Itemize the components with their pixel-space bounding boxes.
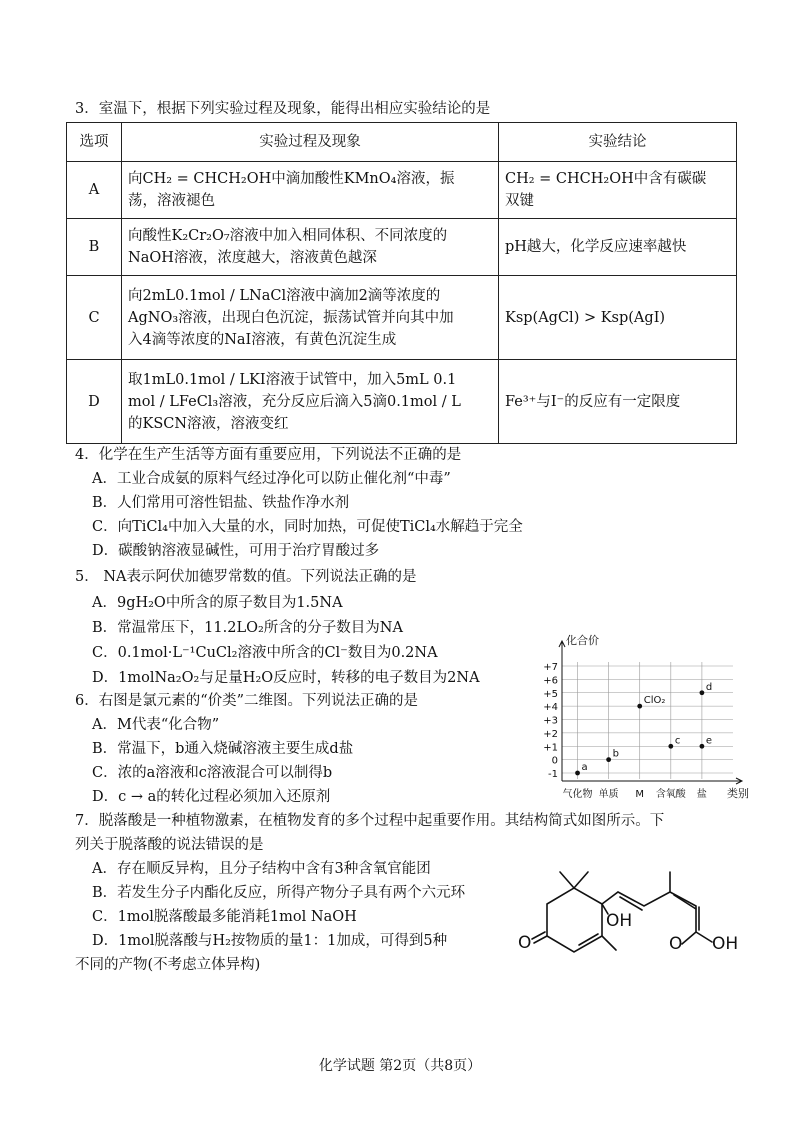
- q4-option-d: D．碳酸钠溶液显碱性，可用于治疗胃酸过多: [92, 543, 380, 559]
- q4-option-a: A．工业合成氨的原料气经过净化可以防止催化剂“中毒”: [92, 471, 451, 487]
- y-tick-label: +7: [543, 662, 558, 673]
- row-option: B: [67, 219, 122, 276]
- process-line: 的KSCN溶液，溶液变红: [128, 415, 289, 432]
- q5-option-c: C．0.1mol·L⁻¹CuCl₂溶液中所含的Cl⁻数目为0.2NA: [92, 645, 438, 661]
- q7-option-d: D．1mol脱落酸与H₂按物质的量1：1加成，可得到5种: [92, 933, 448, 949]
- row-option: D: [67, 360, 122, 444]
- header-process: 实验过程及现象: [122, 123, 499, 162]
- y-tick-label: -1: [548, 769, 558, 780]
- data-point: [637, 704, 642, 709]
- table-row: [67, 360, 737, 444]
- q4-option-c: C．向TiCl₄中加入大量的水，同时加热，可促使TiCl₄水解趋于完全: [92, 519, 523, 535]
- page-footer: 化学试题 第2页（共8页）: [318, 1058, 482, 1074]
- q7-stem-line2: 列关于脱落酸的说法错误的是: [75, 837, 264, 853]
- q6-option-d: D．c → a的转化过程必须加入还原剂: [92, 789, 331, 805]
- table-row: [67, 162, 737, 219]
- chart-y-label: 化合价: [566, 634, 599, 647]
- row-conclusion: [499, 162, 737, 219]
- x-tick-label: 含氧酸: [655, 789, 686, 800]
- q4-option-b: B．人们常用可溶性铝盐、铁盐作净水剂: [92, 495, 350, 511]
- x-tick-label: 气化物: [562, 789, 593, 800]
- y-tick-label: +2: [543, 728, 558, 740]
- y-tick-label: +4: [543, 702, 558, 714]
- chart-x-ticks: [563, 787, 707, 800]
- data-point-label: b: [612, 748, 619, 760]
- chart-points: [575, 682, 712, 776]
- table-header-row: [67, 123, 737, 162]
- y-tick-label: +5: [543, 688, 558, 700]
- conclusion-line: Ksp(AgCl) > Ksp(AgI): [505, 309, 666, 326]
- q6-stem: 6．右图是氯元素的“价类”二维图。下列说法正确的是: [75, 693, 419, 709]
- process-line: 向酸性K₂Cr₂O₇溶液中加入相同体积、不同浓度的: [128, 228, 448, 244]
- acid-o-label: O: [669, 934, 683, 954]
- row-process: [122, 219, 499, 276]
- row-option: C: [67, 276, 122, 360]
- ketone-o-label: O: [518, 933, 532, 953]
- q7-option-d-continued: 不同的产物(不考虑立体异构): [75, 957, 261, 973]
- abscisic-acid-structure: [512, 852, 752, 958]
- y-tick-label: 0: [551, 755, 558, 767]
- ring-bonds: [547, 888, 602, 952]
- process-line: mol / LFeCl₃溶液，充分反应后滴入5滴0.1mol / L: [128, 393, 461, 410]
- x-tick-label: 单质: [598, 789, 619, 800]
- q6-option-b: B．常温下，b通入烧碱溶液主要生成d盐: [92, 741, 354, 757]
- q7-option-a: A．存在顺反异构，且分子结构中含有3种含氧官能团: [92, 861, 431, 877]
- chart-y-ticks: [543, 662, 558, 780]
- row-process: [122, 276, 499, 360]
- data-point-label: ClO₂: [643, 695, 666, 707]
- q7-stem-line1: 7．脱落酸是一种植物激素，在植物发育的多个过程中起重要作用。其结构简式如图所示。下: [75, 813, 665, 829]
- row-conclusion: [499, 276, 737, 360]
- q5-stem: 5． NA表示阿伏加德罗常数的值。下列说法正确的是: [75, 569, 417, 585]
- data-point: [575, 771, 580, 776]
- data-point: [700, 744, 705, 749]
- process-line: NaOH溶液，浓度越大，溶液黄色越深: [128, 250, 377, 266]
- header-option: 选项: [67, 123, 122, 162]
- conclusion-line: CH₂ = CHCH₂OH中含有碳碳: [505, 171, 707, 187]
- acid-oh-label: OH: [712, 934, 739, 954]
- ketone-bond: [532, 932, 547, 943]
- row-process: [122, 360, 499, 444]
- conclusion-line: pH越大，化学反应速率越快: [505, 239, 687, 255]
- process-line: 取1mL0.1mol / LKI溶液于试管中，加入5mL 0.1: [128, 371, 457, 388]
- x-tick-label: 盐: [696, 789, 707, 800]
- process-line: AgNO₃溶液，出现白色沉淀，振荡试管并向其中加: [128, 309, 454, 326]
- conclusion-line: Fe³⁺与I⁻的反应有一定限度: [505, 393, 681, 410]
- row-conclusion: [499, 360, 737, 444]
- data-point: [606, 757, 611, 762]
- row-process: [122, 162, 499, 219]
- q7-option-c: C．1mol脱落酸最多能消耗1mol NaOH: [92, 909, 357, 925]
- process-line: 入4滴等浓度的NaI溶液，有黄色沉淀生成: [128, 331, 397, 348]
- row-option: A: [67, 162, 122, 219]
- data-point: [700, 690, 705, 695]
- valence-class-chart: [530, 632, 749, 804]
- process-line: 向2mL0.1mol / LNaCl溶液中滴加2滴等浓度的: [128, 287, 441, 304]
- oh-label: OH: [606, 911, 633, 931]
- q5-option-d: D．1molNa₂O₂与足量H₂O反应时，转移的电子数目为2NA: [92, 670, 480, 686]
- experiment-table: [66, 122, 737, 444]
- q7-option-b: B．若发生分子内酯化反应，所得产物分子具有两个六元环: [92, 885, 466, 901]
- conclusion-line: 双键: [505, 193, 534, 209]
- x-tick-label: M: [635, 789, 645, 800]
- q3-stem: 3．室温下，根据下列实验过程及现象，能得出相应实验结论的是: [75, 101, 491, 117]
- y-tick-label: +3: [543, 715, 558, 727]
- q6-option-a: A．M代表“化合物”: [92, 717, 220, 733]
- data-point-label: d: [705, 681, 713, 693]
- data-point-label: c: [674, 735, 681, 747]
- ring-methyl: [602, 936, 616, 950]
- row-conclusion: [499, 219, 737, 276]
- chart-x-label: 类别: [727, 787, 749, 800]
- q5-option-b: B．常温常压下，11.2LO₂所含的分子数目为NA: [92, 620, 403, 636]
- q6-option-c: C．浓的a溶液和c溶液混合可以制得b: [92, 765, 333, 781]
- header-conclusion: 实验结论: [499, 123, 737, 162]
- data-point-label: a: [581, 762, 588, 773]
- process-line: 向CH₂ = CHCH₂OH中滴加酸性KMnO₄溶液，振: [128, 171, 455, 187]
- gem-dimethyl: [560, 872, 588, 888]
- y-tick-label: +1: [543, 742, 558, 754]
- table-row: [67, 219, 737, 276]
- data-point-label: e: [705, 735, 713, 747]
- q5-option-a: A．9gH₂O中所含的原子数目为1.5NA: [92, 595, 343, 611]
- y-tick-label: +6: [543, 675, 558, 687]
- q4-stem: 4．化学在生产生活等方面有重要应用，下列说法不正确的是: [75, 447, 462, 463]
- data-point: [668, 744, 673, 749]
- process-line: 荡，溶液褪色: [128, 193, 215, 209]
- table-row: [67, 276, 737, 360]
